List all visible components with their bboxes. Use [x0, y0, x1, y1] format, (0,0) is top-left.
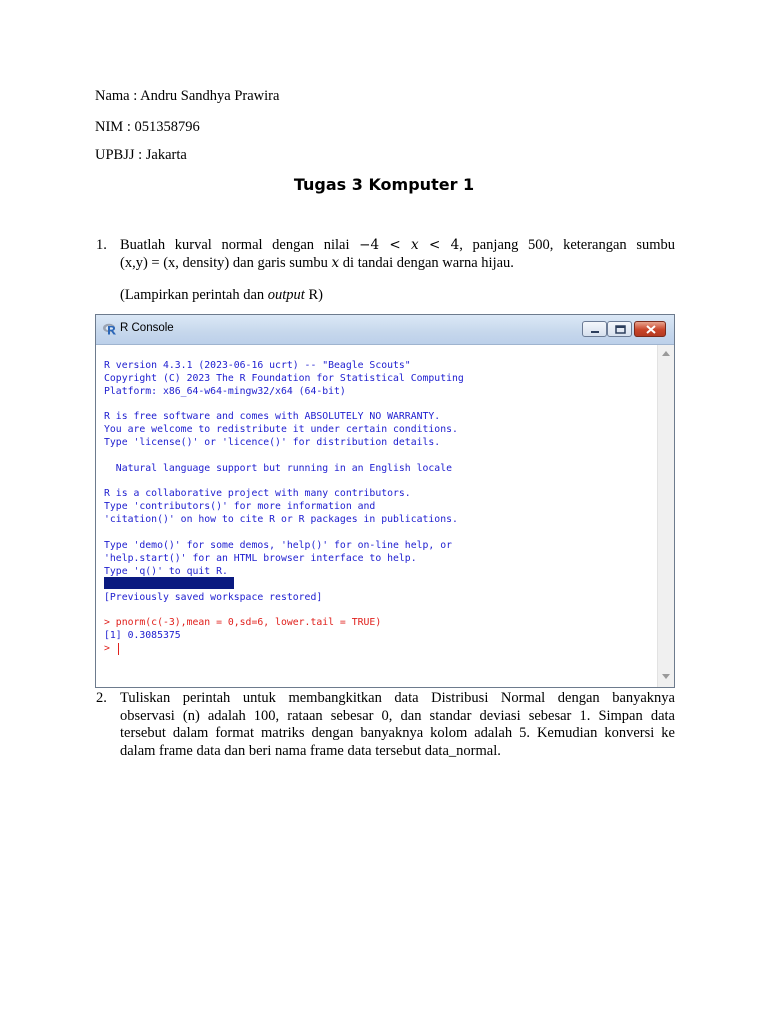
student-upbjj: UPBJJ : Jakarta	[95, 147, 187, 163]
question-2-line: Tuliskan perintah untuk membangkitkan data Distribusi Normal dengan banyaknya	[120, 690, 675, 706]
question-2-text	[120, 690, 675, 760]
console-line: Type 'demo()' for some demos, 'help()' for on-line help, or	[104, 540, 452, 551]
console-line: [Previously saved workspace restored]	[104, 592, 323, 603]
page-title: Tugas 3 Komputer 1	[293, 175, 475, 194]
console-line: Copyright (C) 2023 The R Foundation for Statistical Computing	[104, 373, 464, 384]
console-line: Type 'q()' to quit R.	[104, 566, 228, 577]
maximize-button[interactable]	[607, 321, 632, 337]
console-line: Type 'contributors()' for more information and	[104, 501, 376, 512]
vertical-scrollbar[interactable]	[657, 345, 674, 687]
console-line: R is free software and comes with ABSOLUTELY NO WARRANTY.	[104, 411, 441, 422]
question-1-number: 1.	[96, 237, 107, 253]
scroll-down-icon[interactable]	[662, 674, 670, 679]
text-cursor	[118, 643, 119, 655]
r-console-titlebar[interactable]	[96, 315, 674, 345]
r-logo-icon	[103, 323, 117, 335]
selection-highlight	[104, 577, 234, 589]
r-console-window	[95, 314, 675, 688]
question-2-number: 2.	[96, 690, 107, 706]
question-2-line: observasi (n) adalah 100, rataan sebesar 0, dan standar deviasi sebesar 1. Simpan data	[120, 707, 675, 724]
maximize-icon	[608, 322, 633, 338]
console-line: 'help.start()' for an HTML browser interface to help.	[104, 553, 417, 564]
question-2-line: dalam frame data dan beri nama frame data tersebut data_normal.	[120, 742, 501, 759]
question-2-line: tersebut dalam format matriks dengan banyaknya kolom adalah 5. Kemudian konversi ke	[120, 725, 675, 741]
student-name: Nama : Andru Sandhya Prawira	[95, 88, 280, 104]
question-1-line-2: (x,y) = (x, density) dan garis sumbu x di tandai dengan warna hijau.	[120, 254, 514, 271]
question-1-attachment-note: (Lampirkan perintah dan output R)	[120, 287, 323, 303]
console-line: R is a collaborative project with many contributors.	[104, 488, 411, 499]
minimize-button[interactable]	[582, 321, 607, 337]
console-line: You are welcome to redistribute it under certain conditions.	[104, 424, 458, 435]
console-line: Type 'license()' or 'licence()' for distribution details.	[104, 437, 441, 448]
close-icon	[635, 322, 667, 338]
r-console-output[interactable]	[96, 345, 658, 687]
r-console-title: R Console	[120, 322, 174, 334]
console-command: > pnorm(c(-3),mean = 0,sd=6, lower.tail = TRUE)	[104, 617, 382, 628]
console-line: Natural language support but running in an English locale	[104, 463, 452, 474]
console-result: [1] 0.3085375	[104, 630, 181, 641]
console-line: 'citation()' on how to cite R or R packages in publications.	[104, 514, 458, 525]
console-line: R version 4.3.1 (2023-06-16 ucrt) -- "Beagle Scouts"	[104, 360, 411, 371]
question-1-line-1: Buatlah kurval normal dengan nilai −4 < x < 4, panjang 500, keterangan sumbu	[120, 237, 675, 253]
question-1-text	[120, 237, 675, 272]
scroll-up-icon[interactable]	[662, 351, 670, 356]
console-prompt[interactable]: >	[104, 643, 116, 654]
console-line: Platform: x86_64-w64-mingw32/x64 (64-bit)	[104, 386, 346, 397]
student-nim: NIM : 051358796	[95, 119, 200, 135]
close-button[interactable]	[634, 321, 666, 337]
minimize-icon	[583, 322, 608, 338]
